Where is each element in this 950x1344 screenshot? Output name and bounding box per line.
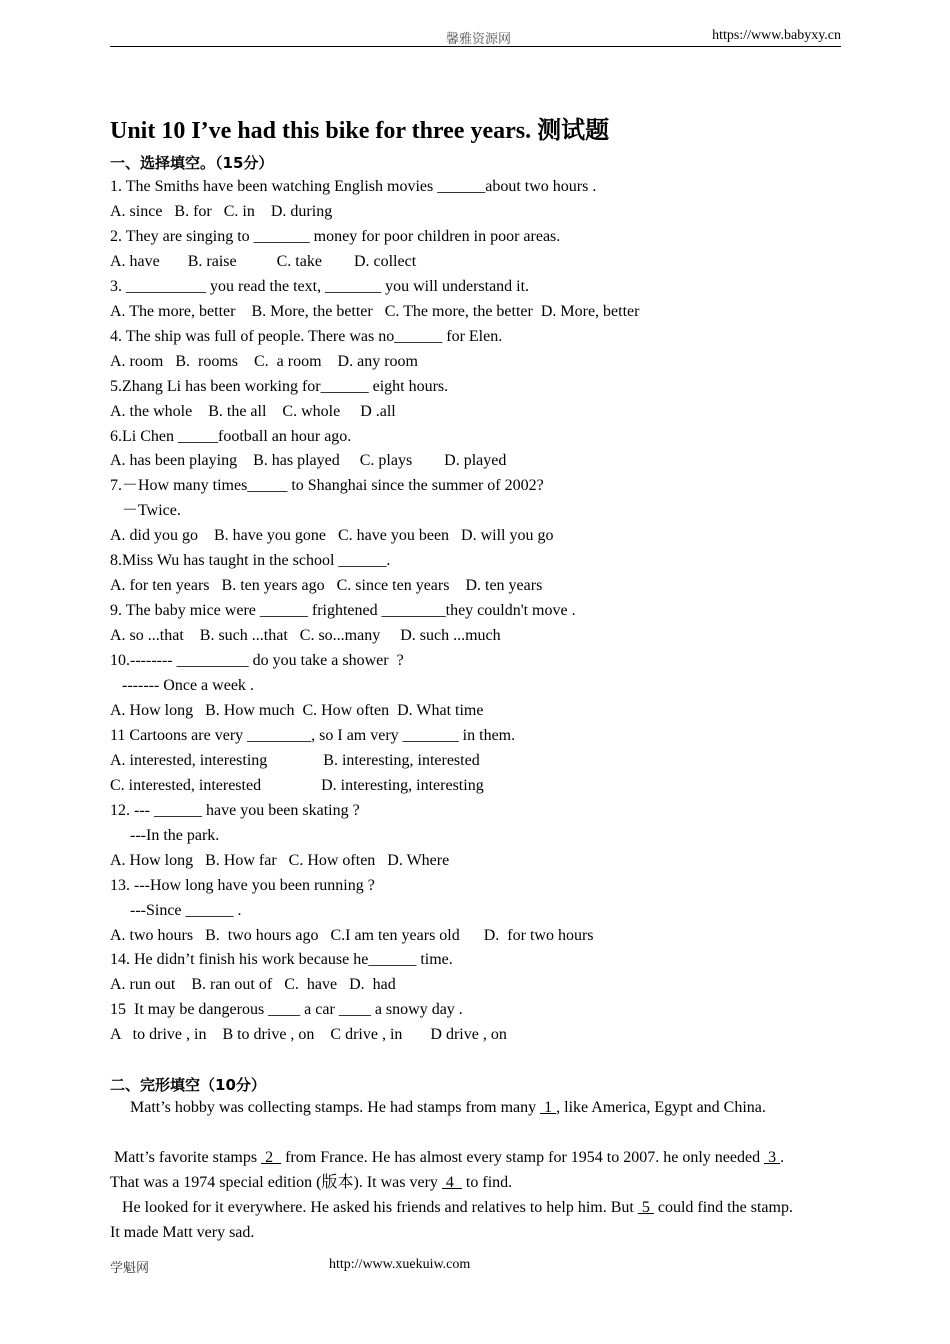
cloze-line: That was a 1974 special edition (版本). It was very 4 to find. [110,1174,513,1191]
question-line: ---In the park. [110,826,220,844]
question-line: A to drive , in B to drive , on C drive , in D drive , on [110,1026,507,1044]
question-line: ------- Once a week . [110,677,254,694]
question-line: C. interested, interested D. interesting, interesting [110,776,484,794]
question-line: 1. The Smiths have been watching English movies ______about two hours . [110,178,597,195]
question-line: A. How long B. How much C. How often D. What time [110,701,484,719]
cloze-blank: 2 [261,1149,282,1166]
document-title: Unit 10 I’ve had this bike for three years. 测试题 [110,118,610,144]
question-line: 14. He didn’t finish his work because he______ time. [110,951,453,969]
question-line: A. has been playing B. has played C. plays D. played [110,452,507,470]
question-line: A. How long B. How far C. How often D. Where [110,851,450,869]
cloze-line: Matt’s hobby was collecting stamps. He had stamps from many 1 , like America, Egypt and China. [110,1099,766,1116]
cloze-blank: 4 [441,1174,462,1191]
question-line: 3. __________ you read the text, _______ you will understand it. [110,277,530,295]
question-line: 9. The baby mice were ______ frightened ________they couldn't move . [110,602,576,620]
question-line: A. The more, better B. More, the better C. The more, the better D. More, better [110,302,640,320]
question-line: A. room B. rooms C. a room D. any room [110,352,418,370]
section-heading-multiple-choice: 一、选择填空。（15分） [110,154,274,172]
section-heading-cloze: 二、完形填空（10分） [110,1076,266,1094]
question-line: 2. They are singing to _______ money for poor children in poor areas. [110,227,561,245]
question-line: 4. The ship was full of people. There was no______ for Elen. [110,327,503,345]
cloze-blank: 5 [637,1199,654,1216]
question-line: 12. --- ______ have you been skating ? [110,801,360,819]
question-line: A. for ten years B. ten years ago C. since ten years D. ten years [110,577,543,595]
question-line: 6.Li Chen _____football an hour ago. [110,427,352,445]
cloze-blank: 1 [540,1099,557,1116]
question-line: A. two hours B. two hours ago C.I am ten years old D. for two hours [110,926,594,944]
cloze-line: He looked for it everywhere. He asked his friends and relatives to help him. But 5 could find the stamp. [110,1199,793,1216]
question-line: 8.Miss Wu has taught in the school ______. [110,552,391,570]
question-line: A. the whole B. the all C. whole D .all [110,402,396,420]
question-line: 7.－How many times_____ to Shanghai since the summer of 2002? [110,477,544,495]
question-line: A. since B. for C. in D. during [110,202,333,220]
cloze-line: Matt’s favorite stamps 2 from France. He has almost every stamp for 1954 to 2007. he only needed 3 . [110,1149,785,1166]
header-url[interactable]: https://www.babyxy.cn [712,28,841,43]
question-line: 5.Zhang Li has been working for______ eight hours. [110,377,449,395]
question-line: A. interested, interesting B. interesting, interested [110,751,480,769]
header-site-name: 馨雅资源网 [446,32,512,47]
cloze-blank: 3 [764,1149,781,1166]
question-line: A. did you go B. have you gone C. have you been D. will you go [110,527,554,545]
question-line: 13. ---How long have you been running ? [110,876,375,894]
question-line: 15 It may be dangerous ____ a car ____ a snowy day . [110,1001,463,1019]
question-line: A. so ...that B. such ...that C. so...many D. such ...much [110,627,501,645]
page-header [110,26,841,47]
question-line: －Twice. [110,502,181,520]
cloze-line: It made Matt very sad. [110,1224,255,1241]
footer-url[interactable]: http://www.xuekuiw.com [329,1257,471,1272]
question-line: A. have B. raise C. take D. collect [110,252,417,270]
question-line: 11 Cartoons are very ________, so I am very _______ in them. [110,726,516,744]
footer-site-name: 学魁网 [110,1261,150,1276]
question-line: 10.-------- _________ do you take a shower ? [110,652,404,670]
question-line: A. run out B. ran out of C. have D. had [110,976,396,994]
question-line: ---Since ______ . [110,901,242,919]
